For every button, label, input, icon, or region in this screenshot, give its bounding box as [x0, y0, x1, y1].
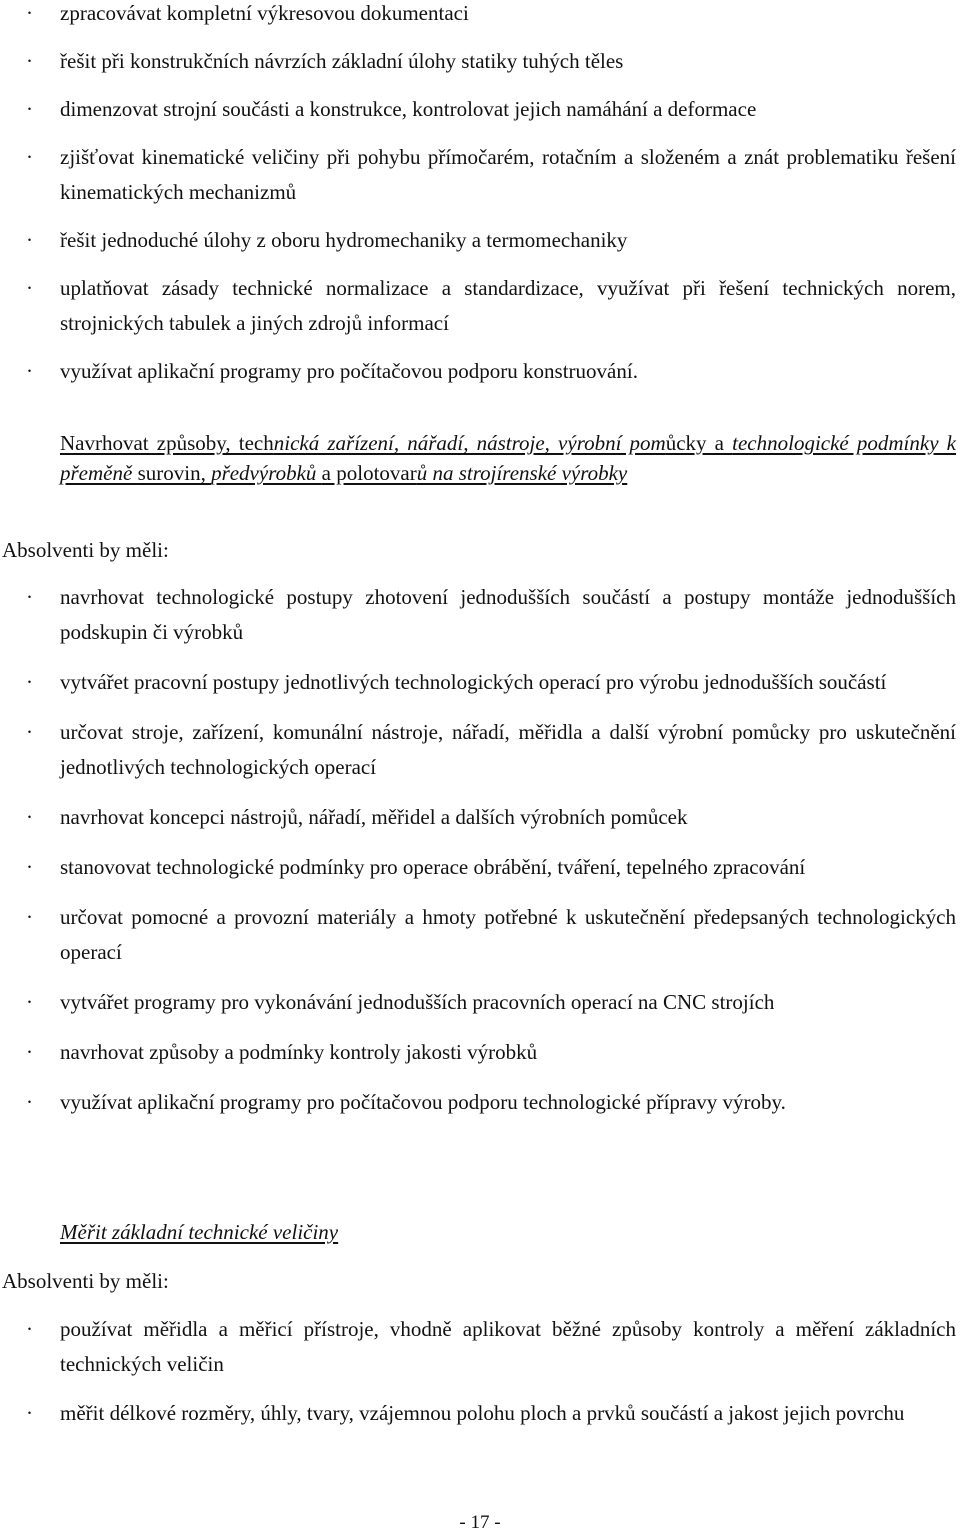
list-item-text: vytvářet pracovní postupy jednotlivých technologických operací pro výrobu jednodušších součástí	[60, 670, 887, 694]
bullet-icon: ·	[26, 228, 33, 252]
bullet-icon: ·	[26, 1090, 33, 1114]
list-item	[0, 580, 960, 650]
list-item	[0, 44, 960, 79]
list-3	[0, 1312, 960, 1431]
list-item	[0, 354, 960, 389]
list-item	[0, 985, 960, 1020]
section-heading: Navrhovat způsoby, technická zařízení, nářadí, nástroje, výrobní pomůcky a technologické podmínky k přeměně surovin, předvýrobků a polotovarů na strojírenské výrobky	[60, 431, 956, 485]
list-item	[0, 1396, 960, 1431]
list-item-text: využívat aplikační programy pro počítačovou podporu konstruování.	[60, 359, 638, 383]
list-1	[0, 0, 960, 389]
list-item	[0, 665, 960, 700]
bullet-icon: ·	[26, 1317, 33, 1341]
list-item	[0, 900, 960, 970]
bullet-icon: ·	[26, 97, 33, 121]
bullet-icon: ·	[26, 670, 33, 694]
bullet-icon: ·	[26, 1401, 33, 1425]
list-item-text: dimenzovat strojní součásti a konstrukce, kontrolovat jejich namáhání a deformace	[60, 97, 757, 121]
page-number: - 17 -	[459, 1512, 501, 1533]
list-item-text: uplatňovat zásady technické normalizace a standardizace, využívat při řešení technických norem, strojnických tabulek a jiných zdrojů informací	[60, 276, 956, 335]
section-heading: Měřit základní technické veličiny	[60, 1220, 339, 1244]
bullet-icon: ·	[26, 990, 33, 1014]
list-item	[0, 800, 960, 835]
bullet-icon: ·	[26, 585, 33, 609]
list-item-text: řešit při konstrukčních návrzích základní úlohy statiky tuhých těles	[60, 49, 624, 73]
list-item	[0, 715, 960, 785]
list-item-text: stanovovat technologické podmínky pro operace obrábění, tváření, tepelného zpracování	[60, 855, 806, 879]
list-item	[0, 271, 960, 341]
bullet-icon: ·	[26, 720, 33, 744]
bullet-icon: ·	[26, 1040, 33, 1064]
list-item-text: určovat pomocné a provozní materiály a hmoty potřebné k uskutečnění předepsaných technologických operací	[60, 905, 956, 964]
intro-text: Absolventi by měli:	[2, 538, 169, 562]
list-item-text: řešit jednoduché úlohy z oboru hydromechaniky a termomechaniky	[60, 228, 628, 252]
list-item-text: měřit délkové rozměry, úhly, tvary, vzájemnou polohu ploch a prvků součástí a jakost jejich povrchu	[60, 1401, 905, 1425]
bullet-icon: ·	[26, 276, 33, 300]
intro-text: Absolventi by měli:	[2, 1269, 169, 1293]
list-item-text: vytvářet programy pro vykonávání jednodušších pracovních operací na CNC strojích	[60, 990, 775, 1014]
bullet-icon: ·	[26, 1, 33, 25]
list-item	[0, 850, 960, 885]
list-item	[0, 92, 960, 127]
list-item-text: navrhovat způsoby a podmínky kontroly jakosti výrobků	[60, 1040, 538, 1064]
list-item	[0, 1035, 960, 1070]
list-item-text: zpracovávat kompletní výkresovou dokumentaci	[60, 1, 469, 25]
list-item	[0, 0, 960, 31]
bullet-icon: ·	[26, 905, 33, 929]
list-item-text: navrhovat technologické postupy zhotovení jednodušších součástí a postupy montáže jednodušších podskupin či výrobků	[60, 585, 956, 644]
bullet-icon: ·	[26, 855, 33, 879]
list-item-text: určovat stroje, zařízení, komunální nástroje, nářadí, měřidla a další výrobní pomůcky pro uskutečnění jednotlivých technologických operací	[60, 720, 956, 779]
bullet-icon: ·	[26, 805, 33, 829]
list-2	[0, 580, 960, 1120]
list-item-text: využívat aplikační programy pro počítačovou podporu technologické přípravy výroby.	[60, 1090, 786, 1114]
list-item	[0, 1312, 960, 1382]
bullet-icon: ·	[26, 49, 33, 73]
list-item-text: zjišťovat kinematické veličiny při pohybu přímočarém, rotačním a složeném a znát problematiku řešení kinematických mechanizmů	[60, 145, 956, 204]
list-item	[0, 140, 960, 210]
bullet-icon: ·	[26, 359, 33, 383]
list-item	[0, 223, 960, 258]
list-item-text: používat měřidla a měřicí přístroje, vhodně aplikovat běžné způsoby kontroly a měření základních technických veličin	[60, 1317, 956, 1376]
list-item	[0, 1085, 960, 1120]
bullet-icon: ·	[26, 145, 33, 169]
list-item-text: navrhovat koncepci nástrojů, nářadí, měřidel a dalších výrobních pomůcek	[60, 805, 688, 829]
